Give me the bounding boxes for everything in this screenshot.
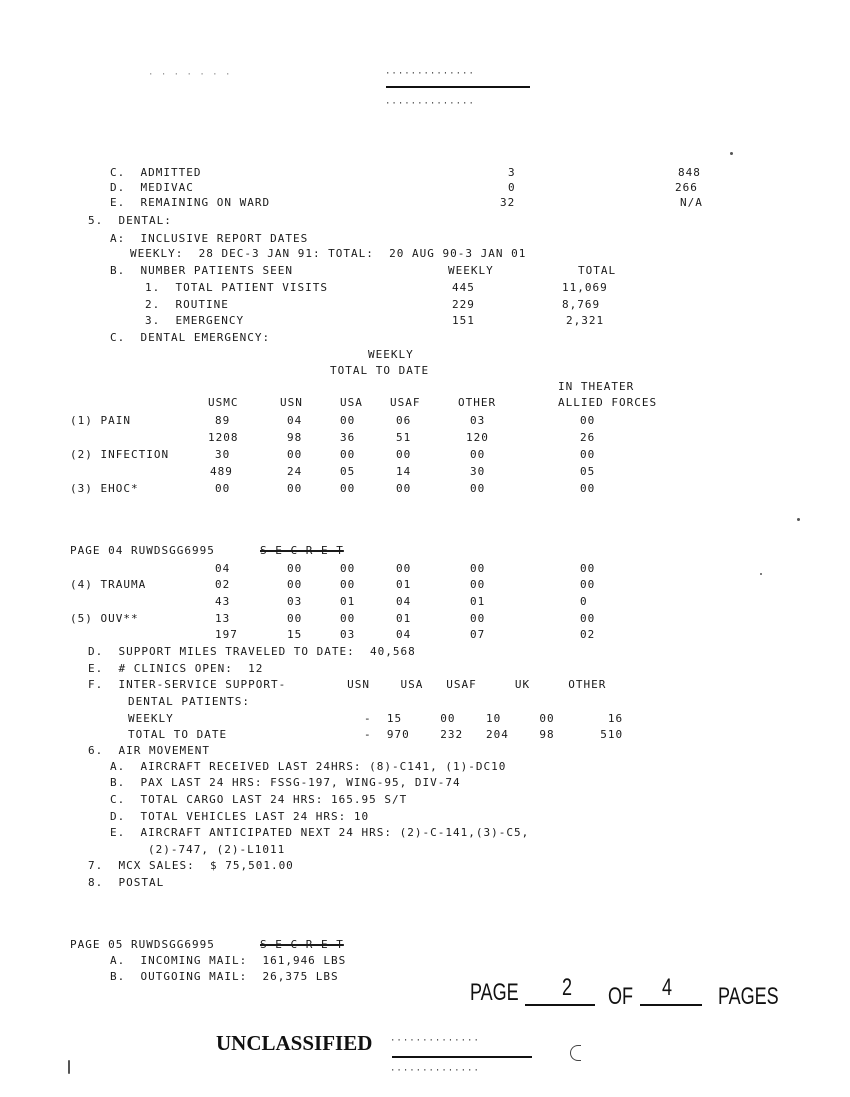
text-line: 0 (580, 595, 588, 608)
text-line: 489 (210, 465, 233, 478)
text-line: 00 (340, 578, 356, 591)
header-faint-text: · · · · · · · (148, 70, 232, 80)
text-line: 120 (466, 431, 489, 444)
text-line: 151 (452, 314, 475, 327)
text-line: PAGE 05 RUWDSGG6995 (70, 938, 215, 951)
text-line: 14 (396, 465, 412, 478)
text-line: 197 (215, 628, 238, 641)
banner-dots-top: ·············· (385, 69, 475, 79)
speck (730, 152, 733, 155)
text-line: 5. DENTAL: (88, 214, 172, 227)
text-line: 00 (470, 562, 486, 575)
text-line: A. INCOMING MAIL: 161,946 LBS (110, 954, 347, 967)
text-line: D. MEDIVAC (110, 181, 194, 194)
text-line: 01 (470, 595, 486, 608)
text-line: 24 (287, 465, 303, 478)
text-line: B. PAX LAST 24 HRS: FSSG-197, WING-95, DIV-74 (110, 776, 461, 789)
text-line: 7. MCX SALES: $ 75,501.00 (88, 859, 294, 872)
speck (570, 1045, 581, 1061)
text-line: 00 (396, 482, 412, 495)
text-line: 07 (470, 628, 486, 641)
text-line: S E C R E T (260, 938, 344, 951)
text-line: C. TOTAL CARGO LAST 24 HRS: 165.95 S/T (110, 793, 408, 806)
text-line: - 15 00 10 00 16 (364, 712, 624, 725)
text-line: 03 (287, 595, 303, 608)
page-stamp-current: 2 (562, 974, 573, 1001)
page-stamp-word-pages: PAGES (718, 983, 779, 1010)
text-line: 36 (340, 431, 356, 444)
text-line: E. # CLINICS OPEN: 12 (88, 662, 264, 675)
text-line: USN (280, 396, 303, 409)
text-line: 00 (287, 448, 303, 461)
text-line: 8,769 (562, 298, 601, 311)
text-line: 89 (215, 414, 231, 427)
text-line: 00 (340, 482, 356, 495)
text-line: 00 (580, 562, 596, 575)
footer-strike-bar (392, 1056, 532, 1058)
text-line: (5) OUV** (70, 612, 139, 625)
speck (797, 518, 800, 521)
text-line: 06 (396, 414, 412, 427)
text-line: 30 (470, 465, 486, 478)
footer-dots-top: ·············· (390, 1036, 480, 1046)
text-line: 02 (215, 578, 231, 591)
text-line: 01 (396, 612, 412, 625)
text-line: 00 (580, 578, 596, 591)
text-line: 05 (580, 465, 596, 478)
text-line: 00 (340, 448, 356, 461)
text-line: 848 (678, 166, 701, 179)
page-stamp-total: 4 (662, 974, 673, 1001)
text-line: 03 (340, 628, 356, 641)
text-line: 03 (470, 414, 486, 427)
text-line: 01 (396, 578, 412, 591)
text-line: 3. EMERGENCY (145, 314, 245, 327)
text-line: 43 (215, 595, 231, 608)
page-stamp-word-page: PAGE (470, 979, 519, 1006)
text-line: (3) EHOC* (70, 482, 139, 495)
text-line: 00 (580, 448, 596, 461)
text-line: 13 (215, 612, 231, 625)
text-line: A. AIRCRAFT RECEIVED LAST 24HRS: (8)-C141, (1)-DC10 (110, 760, 507, 773)
text-line: 445 (452, 281, 475, 294)
text-line: 98 (287, 431, 303, 444)
text-line: S E C R E T (260, 544, 344, 557)
footer-dots-bottom: ·············· (390, 1066, 480, 1076)
text-line: 00 (287, 578, 303, 591)
text-line: C. ADMITTED (110, 166, 202, 179)
text-line: D. TOTAL VEHICLES LAST 24 HRS: 10 (110, 810, 370, 823)
text-line: 266 (675, 181, 698, 194)
text-line: 00 (580, 414, 596, 427)
text-line: 04 (287, 414, 303, 427)
text-line: N/A (680, 196, 703, 209)
text-line: 00 (470, 578, 486, 591)
text-line: TOTAL (578, 264, 617, 277)
text-line: 04 (396, 628, 412, 641)
text-line: 26 (580, 431, 596, 444)
text-line: 00 (470, 448, 486, 461)
text-line: 00 (215, 482, 231, 495)
text-line: 3 (508, 166, 516, 179)
footer-unclassified: UNCLASSIFIED (216, 1031, 373, 1055)
text-line: OTHER (458, 396, 497, 409)
text-line: WEEKLY (448, 264, 494, 277)
text-line: 02 (580, 628, 596, 641)
text-line: 8. POSTAL (88, 876, 165, 889)
text-line: 229 (452, 298, 475, 311)
text-line: E. AIRCRAFT ANTICIPATED NEXT 24 HRS: (2)-C-141,(3)-C5, (110, 826, 530, 839)
text-line: 6. AIR MOVEMENT (88, 744, 210, 757)
text-line: USA (340, 396, 363, 409)
text-line: WEEKLY (128, 712, 174, 725)
text-line: 05 (340, 465, 356, 478)
text-line: C. DENTAL EMERGENCY: (110, 331, 271, 344)
text-line: 30 (215, 448, 231, 461)
text-line: A: INCLUSIVE REPORT DATES (110, 232, 309, 245)
text-line: 00 (580, 482, 596, 495)
text-line: 00 (287, 612, 303, 625)
text-line: 00 (340, 414, 356, 427)
text-line: 00 (470, 482, 486, 495)
text-line: E. REMAINING ON WARD (110, 196, 271, 209)
text-line: WEEKLY: 28 DEC-3 JAN 91: TOTAL: 20 AUG 90-3 JAN 01 (130, 247, 527, 260)
text-line: 01 (340, 595, 356, 608)
text-line: (2)-747, (2)-L1011 (148, 843, 286, 856)
text-line: 00 (580, 612, 596, 625)
text-line: (1) PAIN (70, 414, 131, 427)
text-line: (4) TRAUMA (70, 578, 147, 591)
text-line: 2. ROUTINE (145, 298, 229, 311)
text-line: 00 (340, 612, 356, 625)
text-line: TOTAL TO DATE (330, 364, 430, 377)
text-line: 32 (500, 196, 516, 209)
text-line: ALLIED FORCES (558, 396, 658, 409)
speck (68, 1060, 70, 1074)
text-line: D. SUPPORT MILES TRAVELED TO DATE: 40,568 (88, 645, 416, 658)
text-line: 00 (287, 482, 303, 495)
text-line: 1208 (208, 431, 239, 444)
text-line: 04 (396, 595, 412, 608)
text-line: F. INTER-SERVICE SUPPORT- USN USA USAF UK OTHER (88, 678, 607, 691)
text-line: B. OUTGOING MAIL: 26,375 LBS (110, 970, 339, 983)
text-line: - 970 232 204 98 510 (364, 728, 624, 741)
text-line: PAGE 04 RUWDSGG6995 (70, 544, 215, 557)
text-line: 0 (508, 181, 516, 194)
text-line: 00 (396, 562, 412, 575)
text-line: 04 (215, 562, 231, 575)
text-line: TOTAL TO DATE (128, 728, 228, 741)
text-line: DENTAL PATIENTS: (128, 695, 250, 708)
banner-dots-bottom: ·············· (385, 99, 475, 109)
text-line: WEEKLY (368, 348, 414, 361)
text-line: IN THEATER (558, 380, 635, 393)
text-line: USAF (390, 396, 421, 409)
text-line: 00 (470, 612, 486, 625)
text-line: B. NUMBER PATIENTS SEEN (110, 264, 293, 277)
text-line: 00 (396, 448, 412, 461)
page-stamp-word-of: OF (608, 983, 633, 1010)
page-stamp-underline-total (640, 1004, 702, 1006)
speck (760, 573, 762, 575)
text-line: 00 (340, 562, 356, 575)
text-line: 15 (287, 628, 303, 641)
text-line: 2,321 (566, 314, 605, 327)
text-line: 11,069 (562, 281, 608, 294)
text-line: (2) INFECTION (70, 448, 170, 461)
banner-strike-bar (386, 86, 530, 88)
page-stamp-underline-current (525, 1004, 595, 1006)
text-line: 00 (287, 562, 303, 575)
text-line: 51 (396, 431, 412, 444)
text-line: 1. TOTAL PATIENT VISITS (145, 281, 328, 294)
text-line: USMC (208, 396, 239, 409)
